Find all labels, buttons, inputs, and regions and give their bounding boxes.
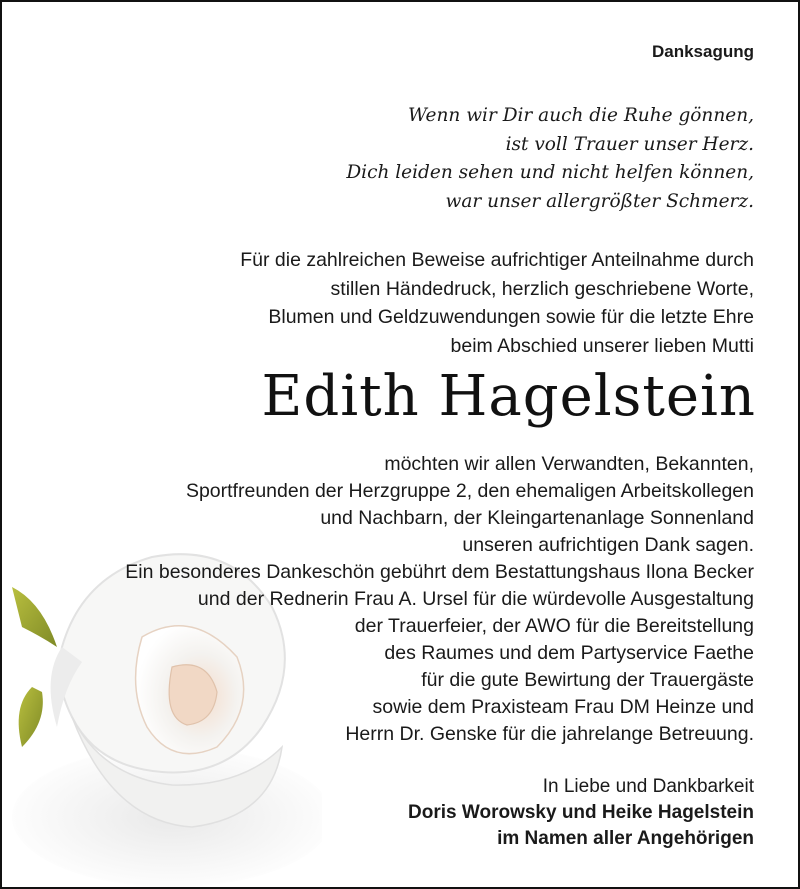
- thanks-line: der Trauerfeier, der AWO für die Bereitstellung: [354, 615, 754, 637]
- poem-line: Dich leiden sehen und nicht helfen können,: [346, 162, 754, 183]
- poem-line: ist voll Trauer unser Herz.: [505, 133, 754, 155]
- closing-greeting: In Liebe und Dankbarkeit: [542, 776, 754, 797]
- intro-line: stillen Händedruck, herzlich geschriebene Worte,: [330, 277, 754, 300]
- intro-line: beim Abschied unserer lieben Mutti: [450, 334, 754, 357]
- thanks-line: Ein besonderes Dankeschön gebührt dem Bestattungshaus Ilona Becker: [125, 561, 754, 583]
- poem: [346, 102, 754, 216]
- signatories: Doris Worowsky und Heike Hagelstein: [408, 802, 754, 823]
- deceased-name: Edith Hagelstein: [261, 364, 756, 429]
- poem-line: Wenn wir Dir auch die Ruhe gönnen,: [408, 105, 754, 126]
- thanks-line: sowie dem Praxisteam Frau DM Heinze und: [372, 696, 754, 718]
- thanks-line: Sportfreunden der Herzgruppe 2, den ehemaligen Arbeitskollegen: [185, 480, 754, 502]
- thanks-line: Herrn Dr. Genske für die jahrelange Betreuung.: [345, 723, 754, 745]
- intro-line: Für die zahlreichen Beweise aufrichtiger Anteilnahme durch: [240, 249, 754, 271]
- thanks-line: möchten wir allen Verwandten, Bekannten,: [384, 453, 754, 475]
- on-behalf-line: im Namen aller Angehörigen: [497, 828, 754, 849]
- thanks-line: des Raumes und dem Partyservice Faethe: [384, 642, 754, 664]
- thanks-line: und Nachbarn, der Kleingartenanlage Sonnenland: [320, 507, 754, 529]
- closing-signature: [408, 774, 754, 852]
- thanks-line: für die gute Bewirtung der Trauergäste: [421, 669, 754, 691]
- thanks-text: [125, 451, 754, 748]
- thanks-line: unseren aufrichtigen Dank sagen.: [462, 534, 754, 556]
- intro-text: [240, 246, 754, 360]
- thanks-line: und der Rednerin Frau A. Ursel für die würdevolle Ausgestaltung: [197, 588, 754, 610]
- intro-line: Blumen und Geldzuwendungen sowie für die letzte Ehre: [268, 306, 754, 328]
- heading-danksagung: Danksagung: [651, 42, 754, 61]
- poem-line: war unser allergrößter Schmerz.: [445, 190, 754, 212]
